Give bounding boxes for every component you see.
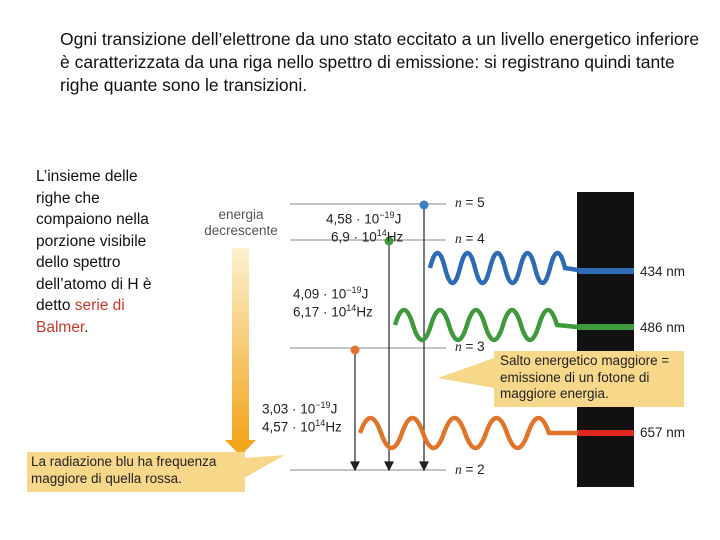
n-symbol: n: [455, 231, 462, 246]
energy-exponent: −19: [379, 210, 395, 220]
wavelength-label-486: 486 nm: [640, 320, 686, 335]
transition-arrowhead-3-2: [351, 462, 359, 470]
n-symbol: n: [455, 195, 462, 210]
level-label-n3: [455, 339, 485, 355]
electron-dot-n5: [420, 201, 429, 210]
callout-frequency: La radiazione blu ha frequenza maggiore di quella rossa.: [27, 452, 245, 492]
energy-exponent: −19: [346, 285, 362, 295]
frequency-label-4-2: [293, 300, 373, 321]
frequency-label-3-2: [262, 415, 342, 436]
energy-decreasing-label: energia decrescente: [204, 207, 278, 238]
level-label-n2: [455, 462, 485, 478]
intro-paragraph: Ogni transizione dell’elettrone da uno stato eccitato a un livello energetico inferiore è caratterizzata da una riga nello spettro di emissione: si registrano quindi tante righe quante sono le transizioni.: [60, 29, 700, 95]
spectrum-bar: [577, 192, 634, 487]
frequency-mantissa: 6,9 · 10: [331, 229, 377, 245]
transition-arrowhead-5-2: [420, 462, 428, 470]
callout-energy-jump: Salto energetico maggiore = emissione di un fotone di maggiore energia.: [494, 351, 684, 407]
frequency-mantissa: 6,17 · 10: [293, 304, 347, 320]
energy-unit: J: [330, 401, 338, 417]
frequency-unit: Hz: [386, 229, 404, 245]
energy-mantissa: 3,03 · 10: [262, 401, 316, 417]
spectral-line-434: [578, 268, 634, 274]
level-value: = 3: [465, 339, 485, 354]
energy-decrease-arrow: [232, 248, 249, 442]
energy-unit: J: [394, 211, 402, 227]
level-label-n5: [455, 195, 485, 211]
energy-exponent: −19: [315, 400, 331, 410]
photon-wave-434: [430, 253, 578, 283]
wavelength-label-657: 657 nm: [640, 425, 686, 440]
spectral-line-657: [578, 430, 634, 436]
frequency-mantissa: 4,57 · 10: [262, 419, 316, 435]
energy-unit: J: [361, 286, 369, 302]
photon-wave-486: [395, 310, 578, 340]
balmer-description-text: L’insieme delle righe che compaiono nella porzione visibile dello spettro dell’atomo di H è detto: [36, 168, 152, 314]
level-label-n4: [455, 231, 485, 247]
n-symbol: n: [455, 339, 462, 354]
level-value: = 5: [465, 195, 485, 210]
callout-energy-pointer: [438, 358, 494, 388]
n-symbol: n: [455, 462, 462, 477]
callout-frequency-pointer: [244, 455, 285, 478]
level-value: = 2: [465, 462, 485, 477]
balmer-description-end: .: [84, 318, 89, 336]
spectral-line-486: [578, 324, 634, 330]
frequency-exponent: 14: [376, 228, 387, 238]
frequency-unit: Hz: [325, 419, 342, 435]
frequency-unit: Hz: [356, 304, 373, 320]
electron-dot-n3: [351, 346, 360, 355]
frequency-exponent: 14: [315, 418, 326, 428]
frequency-label-5-2: [331, 225, 403, 246]
transition-arrowhead-4-2: [385, 462, 393, 470]
balmer-series-term: serie di Balmer: [36, 297, 125, 336]
wavelength-label-434: 434 nm: [640, 264, 686, 279]
energy-mantissa: 4,58 · 10: [326, 211, 380, 227]
energy-mantissa: 4,09 · 10: [293, 286, 347, 302]
level-value: = 4: [465, 231, 485, 246]
photon-wave-657: [360, 418, 578, 448]
frequency-exponent: 14: [346, 303, 357, 313]
